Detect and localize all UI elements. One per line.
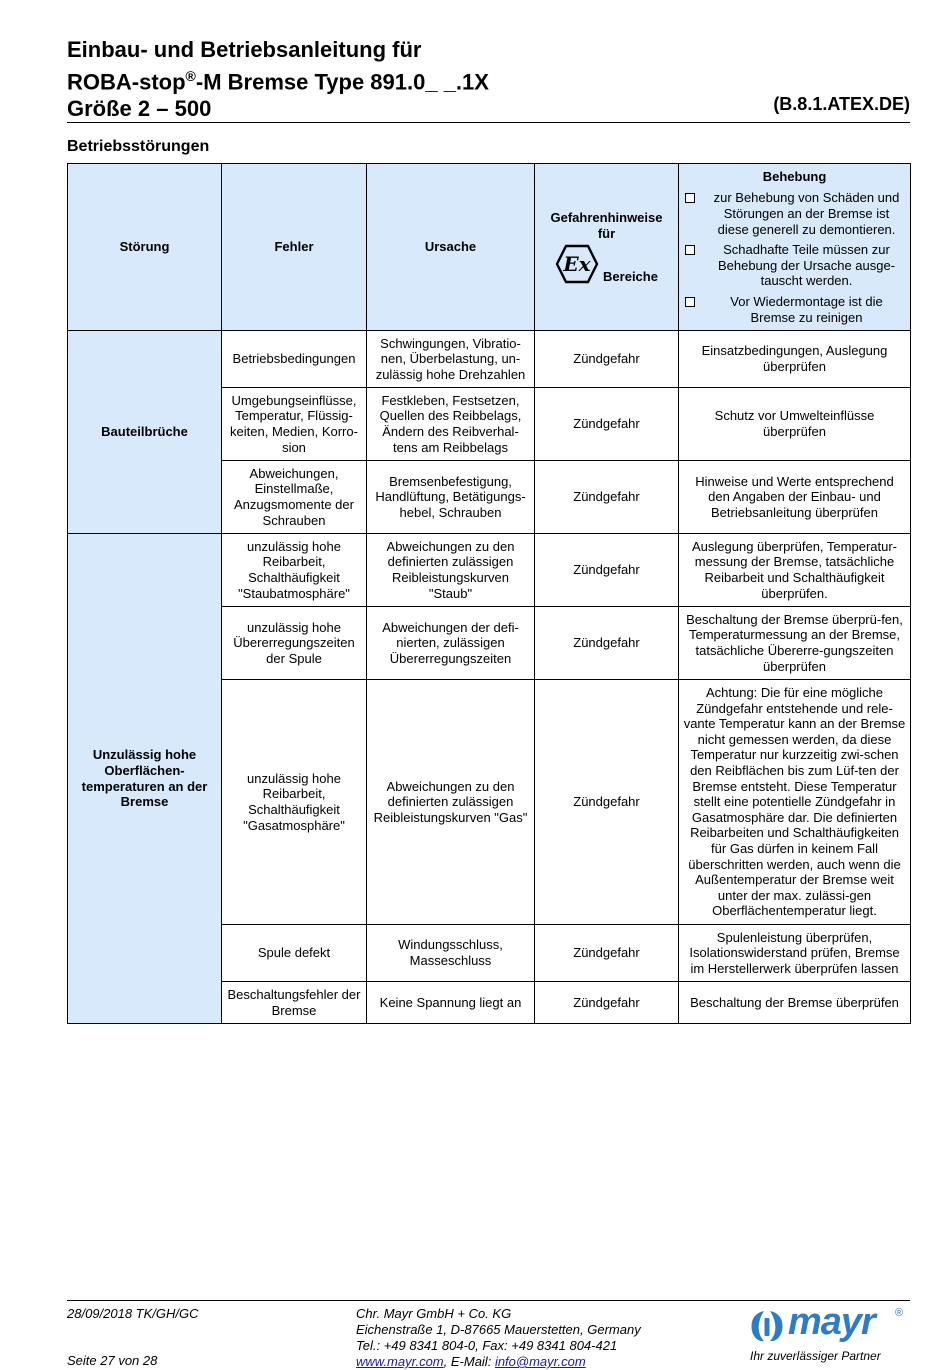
behebung-cell: Achtung: Die für eine mögliche Zündgefahr entstehende und rele-vante Temperatur kann an der Bremse nicht gemessen werden, da diese Temperatur nur kurzzeitig zwi-schen den Reibflächen bis zum Lüf-ten der Bremse entsteht. Diese Temperatur stellt eine potentielle Zündgefahr in Gasatmosphäre dar. Die definierten Reibarbeiten und Schalthäufigkeiten für Gas dürfen in keinem Fall überschritten werden, auch wenn die Außentemperatur der Bremse weit unter der max. zulässi-gen Oberflächentemperatur liegt. [679, 680, 911, 925]
stoerung-cell: Unzulässig hohe Oberflächen-temperaturen an der Bremse [68, 534, 222, 1024]
gefahr-cell: Zündgefahr [535, 461, 679, 534]
company-phone: Tel.: +49 8341 804-0, Fax: +49 8341 804-421 [356, 1338, 618, 1353]
header-behebung [679, 164, 911, 331]
checkbox-icon [685, 193, 695, 203]
ursache-cell: Schwingungen, Vibratio-nen, Überbelastung, un-zulässig hohe Drehzahlen [367, 331, 535, 388]
ursache-cell: Windungsschluss, Masseschluss [367, 925, 535, 982]
company-name: Chr. Mayr GmbH + Co. KG [356, 1306, 512, 1321]
title-line-3: Größe 2 – 500 [67, 96, 212, 122]
behebung-cell: Spulenleistung überprüfen, Isolationswiderstand prüfen, Bremse im Herstellerwerk überprüfen lassen [679, 925, 911, 982]
gefahr-cell: Zündgefahr [535, 534, 679, 607]
table-row [68, 534, 911, 607]
gefahr-cell: Zündgefahr [535, 982, 679, 1024]
fehler-cell: unzulässig hohe Reibarbeit, Schalthäufigkeit "Staubatmosphäre" [222, 534, 367, 607]
gefahr-line-2: für [597, 225, 616, 241]
table-row [68, 331, 911, 388]
behebung-note [683, 190, 906, 237]
website-link[interactable]: www.mayr.com [356, 1354, 444, 1369]
footer-divider [67, 1300, 910, 1301]
fehler-cell: unzulässig hohe Reibarbeit, Schalthäufigkeit "Gasatmosphäre" [222, 680, 367, 925]
stoerung-cell: Bauteilbrüche [68, 331, 222, 534]
fehler-cell: Abweichungen, Einstellmaße, Anzugsmomente der Schrauben [222, 461, 367, 534]
fehler-cell: Betriebsbedingungen [222, 331, 367, 388]
header-divider [67, 122, 910, 123]
gefahr-cell: Zündgefahr [535, 331, 679, 388]
table-header-row [68, 164, 911, 331]
svg-text:Ex: Ex [563, 252, 591, 277]
ursache-cell: Festkleben, Festsetzen, Quellen des Reibbelags, Ändern des Reibverhal-tens am Reibbelags [367, 388, 535, 461]
logo-registered-mark: ® [895, 1307, 904, 1319]
fehler-cell: Umgebungseinflüsse, Temperatur, Flüssig-keiten, Medien, Korro-sion [222, 388, 367, 461]
logo-tagline: Ihr zuverlässiger Partner [750, 1349, 881, 1363]
fehler-cell: unzulässig hohe Übererregungszeiten der Spule [222, 607, 367, 680]
behebung-cell: Schutz vor Umwelteinflüsse überprüfen [679, 388, 911, 461]
fault-table [67, 163, 911, 1024]
product-name: ROBA-stop [67, 69, 186, 95]
header-ursache: Ursache [367, 164, 535, 331]
gefahr-cell: Zündgefahr [535, 388, 679, 461]
behebung-cell: Beschaltung der Bremse überprüfen [679, 982, 911, 1024]
gefahr-cell: Zündgefahr [535, 680, 679, 925]
behebung-note-text: Schadhafte Teile müssen zur Behebung der Ursache ausge-tauscht werden. [717, 242, 896, 289]
registered-mark: ® [185, 68, 196, 84]
behebung-cell: Hinweise und Werte entsprechend den Angaben der Einbau- und Betriebsanleitung überprüfen [679, 461, 911, 534]
email-label: , E-Mail: [443, 1354, 495, 1369]
document-code: (B.8.1.ATEX.DE) [773, 94, 910, 114]
header-gefahrenhinweise [535, 164, 679, 331]
mayr-emblem-icon [750, 1309, 784, 1343]
checkbox-icon [685, 297, 695, 307]
gefahr-cell: Zündgefahr [535, 925, 679, 982]
fehler-cell: Spule defekt [222, 925, 367, 982]
checkbox-icon [685, 245, 695, 255]
email-link[interactable]: info@mayr.com [494, 1354, 586, 1369]
behebung-note-text: zur Behebung von Schäden und Störungen an der Bremse ist diese generell zu demontieren. [713, 190, 900, 237]
ursache-cell: Keine Spannung liegt an [367, 982, 535, 1024]
gefahr-cell: Zündgefahr [535, 607, 679, 680]
ursache-cell: Abweichungen der defi-nierten, zulässigen Übererregungszeiten [367, 607, 535, 680]
ursache-cell: Abweichungen zu den definierten zulässigen Reibleistungskurven "Gas" [367, 680, 535, 925]
ex-area-label [539, 244, 674, 284]
behebung-cell: Einsatzbedingungen, Auslegung überprüfen [679, 331, 911, 388]
behebung-note [683, 242, 906, 289]
footer-company [356, 1306, 641, 1370]
footer-date: 28/09/2018 TK/GH/GC [67, 1306, 199, 1321]
title-line-2 [67, 63, 910, 95]
gefahr-line-1: Gefahrenhinweise [550, 209, 663, 225]
logo-wordmark: mayr [788, 1301, 875, 1343]
behebung-note-text: Vor Wiedermontage ist die Bremse zu reinigen [730, 293, 883, 325]
company-contact [356, 1354, 641, 1370]
behebung-cell: Beschaltung der Bremse überprü-fen, Temperaturmessung an der Bremse, tatsächliche Übererre-gungszeiten überprüfen [679, 607, 911, 680]
section-title: Betriebsstörungen [67, 138, 210, 155]
title-line-1: Einbau- und Betriebsanleitung für [67, 37, 422, 62]
ursache-cell: Abweichungen zu den definierten zulässigen Reibleistungskurven "Staub" [367, 534, 535, 607]
header-stoerung: Störung [68, 164, 222, 331]
gefahr-line-3: Bereiche [603, 268, 658, 284]
behebung-note [683, 294, 906, 325]
behebung-cell: Auslegung überprüfen, Temperatur-messung der Bremse, tatsächliche Reibarbeit und Schalthäufigkeit überprüfen. [679, 534, 911, 607]
fehler-cell: Beschaltungsfehler der Bremse [222, 982, 367, 1024]
mayr-logo [750, 1301, 910, 1367]
company-address: Eichenstraße 1, D-87665 Mauerstetten, Germany [356, 1322, 641, 1337]
header-fehler: Fehler [222, 164, 367, 331]
behebung-title: Behebung [762, 168, 827, 184]
ex-hexagon-icon [555, 244, 599, 284]
ursache-cell: Bremsenbefestigung, Handlüftung, Betätigungs-hebel, Schrauben [367, 461, 535, 534]
document-header [67, 36, 910, 122]
product-type: -M Bremse Type 891.0_ _.1X [195, 69, 489, 95]
page-number: Seite 27 von 28 [67, 1353, 158, 1368]
